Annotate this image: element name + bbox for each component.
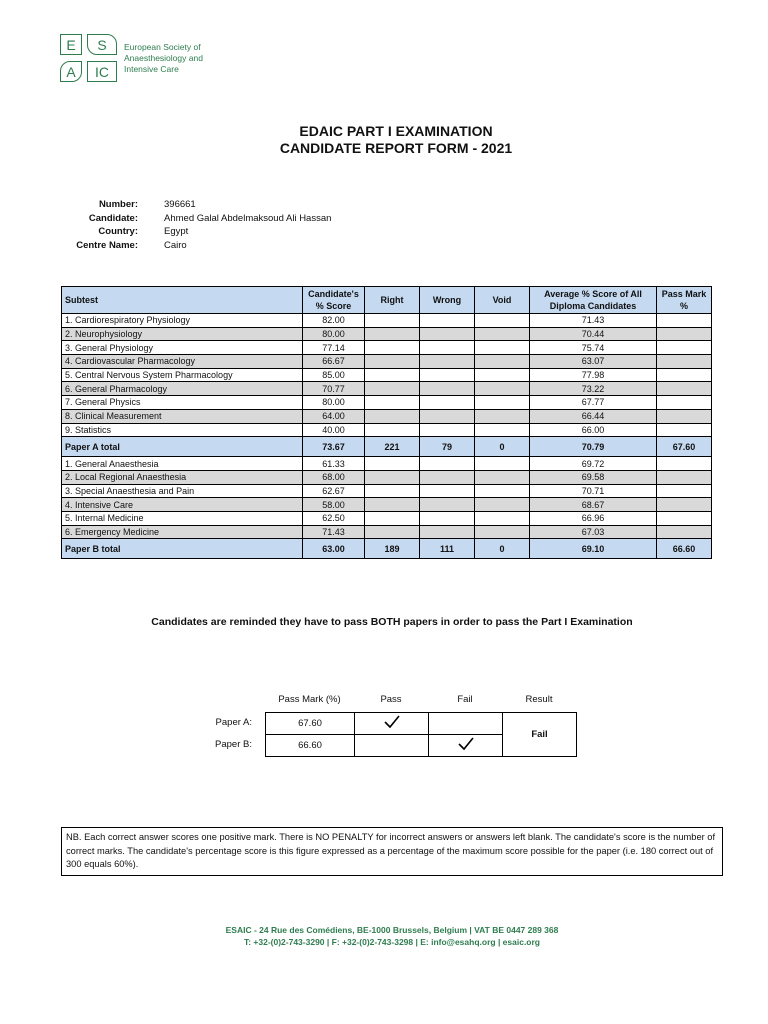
pass-fail-table [265, 712, 577, 757]
wrong-cell [420, 368, 475, 382]
subtest-cell: 6. Emergency Medicine [62, 525, 303, 539]
total-pass-mark-cell: 67.60 [657, 437, 712, 457]
paper-a-total-row [62, 437, 712, 457]
score-cell: 71.43 [303, 525, 365, 539]
wrong-cell [420, 382, 475, 396]
logo-letter-e: E [60, 34, 82, 55]
wrong-cell [420, 470, 475, 484]
subtest-cell: 3. General Physiology [62, 341, 303, 355]
right-cell [365, 314, 420, 328]
pass-header-fail: Fail [457, 694, 473, 705]
subtest-cell: 9. Statistics [62, 423, 303, 437]
header-right: Right [365, 287, 420, 314]
right-cell [365, 382, 420, 396]
total-wrong-cell: 111 [420, 539, 475, 559]
right-cell [365, 470, 420, 484]
void-cell [475, 314, 530, 328]
pass-header-mark: Pass Mark (%) [278, 694, 341, 705]
table-row [62, 498, 712, 512]
pass-mark-cell [657, 396, 712, 410]
average-cell: 69.72 [530, 457, 657, 471]
average-cell: 69.58 [530, 470, 657, 484]
header-void: Void [475, 287, 530, 314]
subtest-cell: 4. Cardiovascular Pharmacology [62, 355, 303, 369]
score-cell: 80.00 [303, 396, 365, 410]
right-cell [365, 341, 420, 355]
score-cell: 40.00 [303, 423, 365, 437]
info-candidate-row [60, 212, 331, 226]
void-cell [475, 355, 530, 369]
header-average: Average % Score of All Diploma Candidates [530, 287, 657, 314]
pass-mark-cell [657, 457, 712, 471]
score-cell: 77.14 [303, 341, 365, 355]
void-cell [475, 368, 530, 382]
subtest-cell: 3. Special Anaesthesia and Pain [62, 484, 303, 498]
total-label-cell: Paper A total [62, 437, 303, 457]
logo-letter-ic: IC [87, 61, 117, 82]
wrong-cell [420, 484, 475, 498]
average-cell: 68.67 [530, 498, 657, 512]
country-value: Egypt [164, 226, 189, 238]
void-cell [475, 470, 530, 484]
wrong-cell [420, 396, 475, 410]
total-void-cell: 0 [475, 539, 530, 559]
void-cell [475, 382, 530, 396]
right-cell [365, 423, 420, 437]
logo-text [124, 42, 203, 75]
average-cell: 75.74 [530, 341, 657, 355]
table-row [62, 470, 712, 484]
info-country-row [60, 225, 331, 239]
score-cell: 82.00 [303, 314, 365, 328]
right-cell [365, 409, 420, 423]
table-header-row [62, 287, 712, 314]
page-title: EDAIC PART I EXAMINATION [299, 123, 493, 139]
number-value: 396661 [164, 199, 196, 210]
final-result: Fail [503, 713, 577, 757]
void-cell [475, 341, 530, 355]
paper-a-pass-cell [355, 713, 429, 735]
subtest-cell: 4. Intensive Care [62, 498, 303, 512]
score-cell: 85.00 [303, 368, 365, 382]
info-centre-row [60, 239, 331, 253]
header-score: Candidate's % Score [303, 287, 365, 314]
right-cell [365, 498, 420, 512]
info-number-row [60, 198, 331, 212]
pass-header-result: Result [525, 694, 553, 705]
paper-a-fail-cell [429, 713, 503, 735]
wrong-cell [420, 409, 475, 423]
total-right-cell: 221 [365, 437, 420, 457]
score-cell: 61.33 [303, 457, 365, 471]
country-label: Country: [98, 226, 138, 238]
subtest-cell: 5. Internal Medicine [62, 511, 303, 525]
wrong-cell [420, 525, 475, 539]
average-cell: 66.00 [530, 423, 657, 437]
subtest-cell: 5. Central Nervous System Pharmacology [62, 368, 303, 382]
average-cell: 67.03 [530, 525, 657, 539]
esaic-logo [60, 34, 220, 84]
table-row [62, 409, 712, 423]
total-score-cell: 63.00 [303, 539, 365, 559]
pass-mark-cell [657, 498, 712, 512]
average-cell: 66.44 [530, 409, 657, 423]
paper-b-mark: 66.60 [266, 735, 355, 757]
right-cell [365, 457, 420, 471]
total-average-cell: 70.79 [530, 437, 657, 457]
subtest-cell: 6. General Pharmacology [62, 382, 303, 396]
paper-b-pass-cell [355, 735, 429, 757]
score-cell: 68.00 [303, 470, 365, 484]
total-wrong-cell: 79 [420, 437, 475, 457]
average-cell: 73.22 [530, 382, 657, 396]
score-cell: 58.00 [303, 498, 365, 512]
pass-mark-cell [657, 368, 712, 382]
pass-mark-cell [657, 484, 712, 498]
header-subtest: Subtest [62, 287, 303, 314]
subtest-cell: 2. Local Regional Anaesthesia [62, 470, 303, 484]
right-cell [365, 396, 420, 410]
void-cell [475, 511, 530, 525]
total-right-cell: 189 [365, 539, 420, 559]
total-label-cell: Paper B total [62, 539, 303, 559]
logo-line-3: Intensive Care [124, 64, 179, 74]
score-cell: 62.67 [303, 484, 365, 498]
void-cell [475, 498, 530, 512]
total-pass-mark-cell: 66.60 [657, 539, 712, 559]
pass-mark-cell [657, 314, 712, 328]
logo-line-2: Anaesthesiology and [124, 53, 203, 63]
total-average-cell: 69.10 [530, 539, 657, 559]
right-cell [365, 511, 420, 525]
table-row [62, 511, 712, 525]
right-cell [365, 368, 420, 382]
centre-value: Cairo [164, 240, 187, 252]
pass-mark-cell [657, 423, 712, 437]
score-cell: 66.67 [303, 355, 365, 369]
centre-label: Centre Name: [76, 240, 138, 252]
right-cell [365, 355, 420, 369]
paper-b-label: Paper B: [215, 739, 252, 750]
wrong-cell [420, 341, 475, 355]
subtest-cell: 7. General Physics [62, 396, 303, 410]
subtest-cell: 1. Cardiorespiratory Physiology [62, 314, 303, 328]
table-row [62, 484, 712, 498]
pass-mark-cell [657, 355, 712, 369]
table-row [62, 355, 712, 369]
total-score-cell: 73.67 [303, 437, 365, 457]
logo-letter-a: A [60, 61, 82, 82]
wrong-cell [420, 498, 475, 512]
total-void-cell: 0 [475, 437, 530, 457]
table-row [62, 341, 712, 355]
pass-reminder: Candidates are reminded they have to pass BOTH papers in order to pass the Part I Examination [151, 616, 633, 628]
right-cell [365, 484, 420, 498]
void-cell [475, 525, 530, 539]
candidate-value: Ahmed Galal Abdelmaksoud Ali Hassan [164, 212, 332, 224]
header-wrong: Wrong [420, 287, 475, 314]
average-cell: 70.71 [530, 484, 657, 498]
pass-row-a [266, 713, 577, 735]
paper-a-label: Paper A: [215, 717, 252, 728]
pass-mark-cell [657, 525, 712, 539]
average-cell: 66.96 [530, 511, 657, 525]
wrong-cell [420, 355, 475, 369]
subtest-cell: 2. Neurophysiology [62, 327, 303, 341]
table-row [62, 423, 712, 437]
scoring-note: NB. Each correct answer scores one positive mark. There is NO PENALTY for incorrect answers or answers left blank. The candidate's score is the number of correct marks. The candidate's percentage score is this figure expressed as a percentage of the maximum score possible for the paper (i.e. 180 correct out of 300 equals 60%). [61, 827, 723, 876]
pass-mark-cell [657, 409, 712, 423]
candidate-label: Candidate: [88, 212, 138, 224]
footer-address: ESAIC - 24 Rue des Comédiens, BE-1000 Brussels, Belgium | VAT BE 0447 289 368 [225, 925, 559, 935]
paper-b-total-row [62, 539, 712, 559]
checkmark-icon [383, 714, 401, 730]
wrong-cell [420, 314, 475, 328]
average-cell: 67.77 [530, 396, 657, 410]
pass-mark-cell [657, 341, 712, 355]
pass-mark-cell [657, 511, 712, 525]
candidate-info [60, 198, 331, 253]
subtest-cell: 1. General Anaesthesia [62, 457, 303, 471]
average-cell: 71.43 [530, 314, 657, 328]
footer-contact: T: +32-(0)2-743-3290 | F: +32-(0)2-743-3298 | E: info@esahq.org | esaic.org [243, 937, 541, 947]
logo-letter-s: S [87, 34, 117, 55]
void-cell [475, 423, 530, 437]
table-row [62, 396, 712, 410]
wrong-cell [420, 327, 475, 341]
table-row [62, 314, 712, 328]
right-cell [365, 327, 420, 341]
pass-mark-cell [657, 382, 712, 396]
pass-header-pass: Pass [380, 694, 402, 705]
checkmark-icon [457, 736, 475, 752]
void-cell [475, 457, 530, 471]
score-cell: 70.77 [303, 382, 365, 396]
logo-line-1: European Society of [124, 42, 201, 52]
void-cell [475, 327, 530, 341]
table-row [62, 457, 712, 471]
right-cell [365, 525, 420, 539]
void-cell [475, 409, 530, 423]
subtest-cell: 8. Clinical Measurement [62, 409, 303, 423]
average-cell: 77.98 [530, 368, 657, 382]
score-cell: 62.50 [303, 511, 365, 525]
paper-a-mark: 67.60 [266, 713, 355, 735]
score-cell: 64.00 [303, 409, 365, 423]
table-row [62, 368, 712, 382]
wrong-cell [420, 511, 475, 525]
pass-mark-cell [657, 470, 712, 484]
wrong-cell [420, 423, 475, 437]
table-row [62, 382, 712, 396]
average-cell: 70.44 [530, 327, 657, 341]
number-label: Number: [98, 199, 138, 210]
score-cell: 80.00 [303, 327, 365, 341]
void-cell [475, 484, 530, 498]
pass-mark-cell [657, 327, 712, 341]
paper-b-fail-cell [429, 735, 503, 757]
page-subtitle: CANDIDATE REPORT FORM - 2021 [279, 140, 513, 156]
results-table [61, 286, 712, 559]
table-row [62, 525, 712, 539]
average-cell: 63.07 [530, 355, 657, 369]
table-row [62, 327, 712, 341]
header-pass-mark: Pass Mark % [657, 287, 712, 314]
void-cell [475, 396, 530, 410]
wrong-cell [420, 457, 475, 471]
